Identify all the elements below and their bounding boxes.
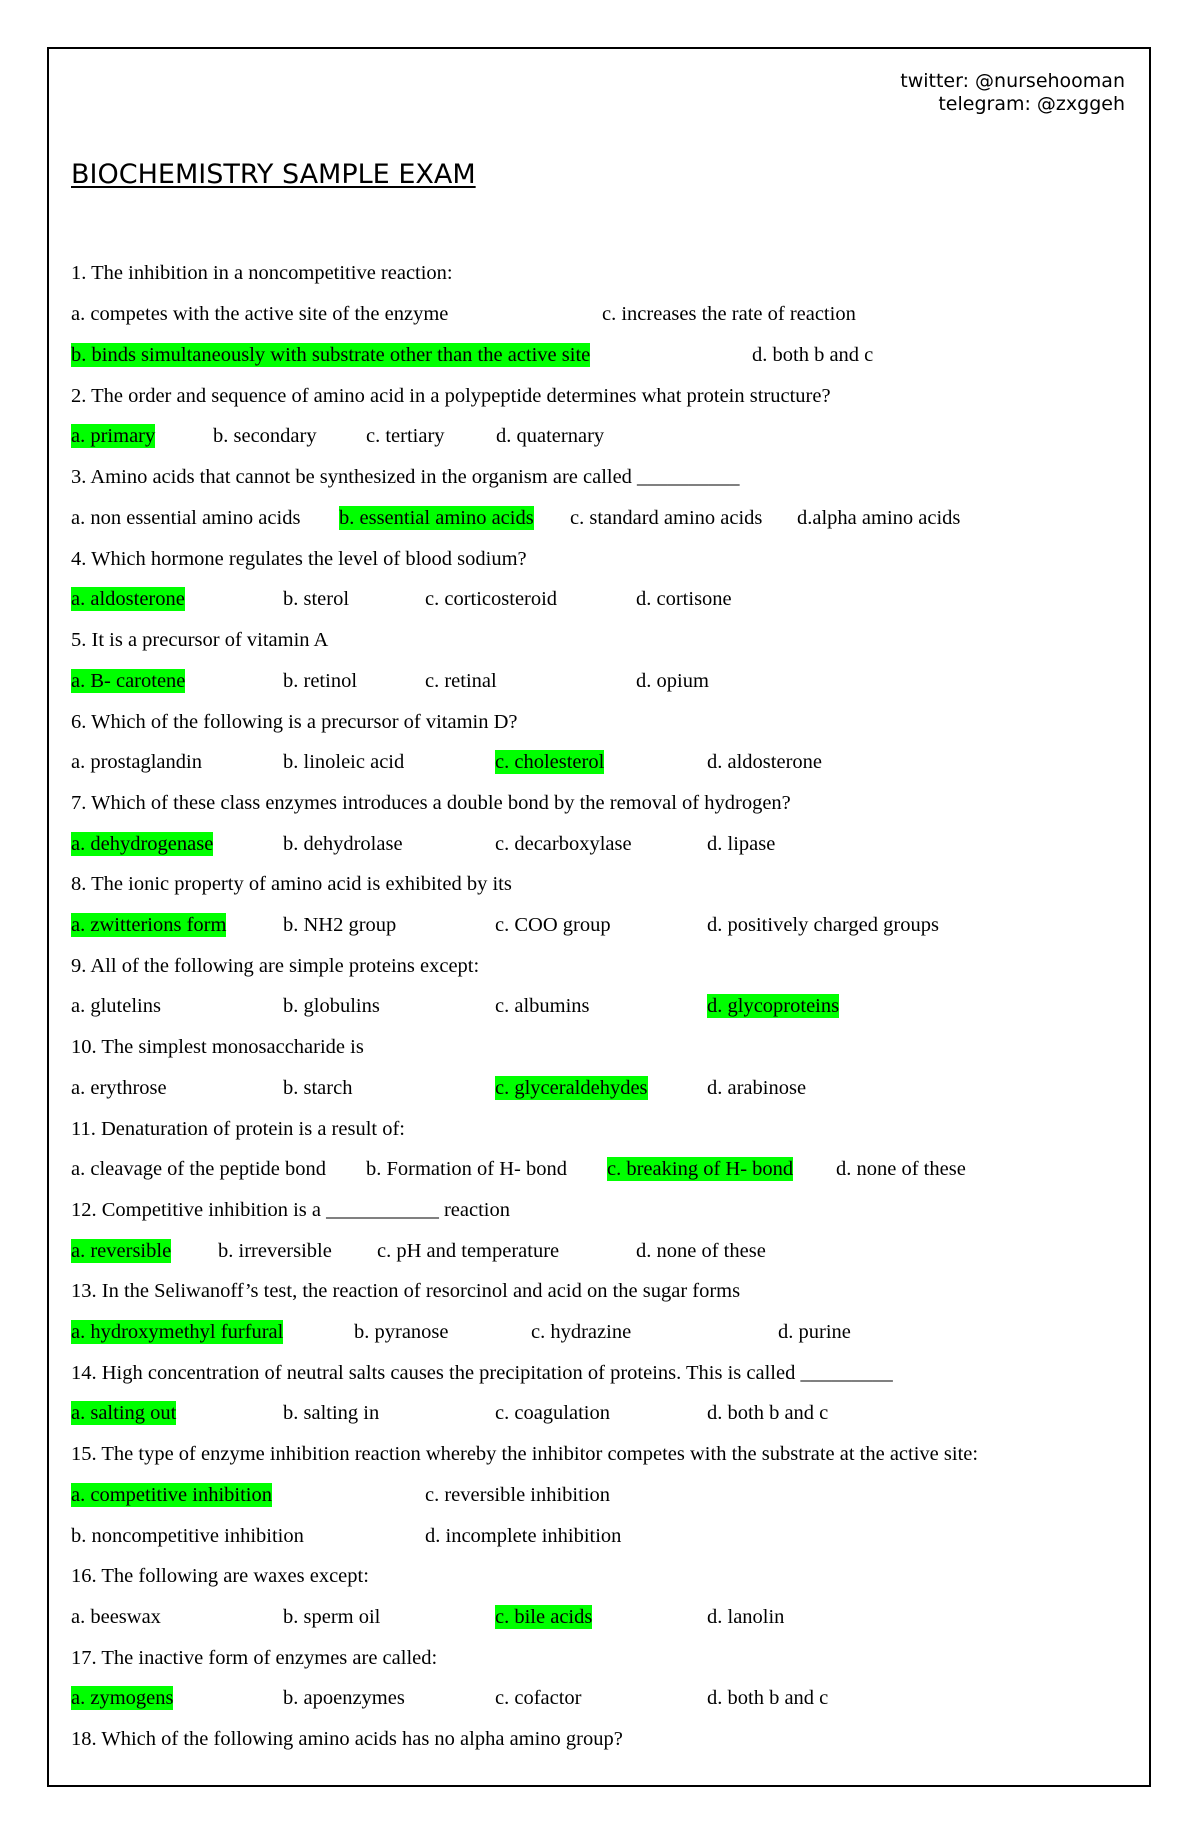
- q9-option-d-answer: d. glycoproteins: [707, 995, 840, 1017]
- q6-option-a: a. prostaglandin: [71, 751, 202, 773]
- q1-option-b-answer: b. binds simultaneously with substrate other than the active site: [71, 344, 591, 366]
- q11-option-d: d. none of these: [836, 1158, 966, 1180]
- question-text-6: 6. Which of the following is a precursor of vitamin D?: [71, 711, 518, 733]
- q6-option-d: d. aldosterone: [707, 751, 822, 773]
- question-text-7: 7. Which of these class enzymes introduces a double bond by the removal of hydrogen?: [71, 792, 791, 814]
- q14-option-a-answer: a. salting out: [71, 1402, 177, 1424]
- q3-option-c: c. standard amino acids: [570, 507, 763, 529]
- question-text-12: 12. Competitive inhibition is a ___________ reaction: [71, 1199, 510, 1221]
- q12-option-c: c. pH and temperature: [377, 1240, 560, 1262]
- q1-option-a: a. competes with the active site of the enzyme: [71, 303, 449, 325]
- question-text-11: 11. Denaturation of protein is a result of:: [71, 1118, 405, 1140]
- question-text-1: 1. The inhibition in a noncompetitive reaction:: [71, 262, 453, 284]
- q6-option-b: b. linoleic acid: [283, 751, 405, 773]
- q12-option-d: d. none of these: [636, 1240, 766, 1262]
- q17-option-c: c. cofactor: [495, 1687, 582, 1709]
- question-text-17: 17. The inactive form of enzymes are called:: [71, 1647, 438, 1669]
- exam-page: [47, 47, 1151, 1787]
- q5-option-a-answer: a. B- carotene: [71, 670, 186, 692]
- q9-option-c: c. albumins: [495, 995, 590, 1017]
- q10-option-d: d. arabinose: [707, 1077, 807, 1099]
- q16-option-a: a. beeswax: [71, 1606, 161, 1628]
- q8-option-a-answer: a. zwitterions form: [71, 914, 227, 936]
- q5-option-b: b. retinol: [283, 670, 358, 692]
- q17-option-b: b. apoenzymes: [283, 1687, 405, 1709]
- q8-option-c: c. COO group: [495, 914, 611, 936]
- q6-option-c-answer: c. cholesterol: [495, 751, 605, 773]
- q16-option-b: b. sperm oil: [283, 1606, 381, 1628]
- q8-option-d: d. positively charged groups: [707, 914, 939, 936]
- q11-option-a: a. cleavage of the peptide bond: [71, 1158, 326, 1180]
- question-text-4: 4. Which hormone regulates the level of blood sodium?: [71, 548, 527, 570]
- q11-option-b: b. Formation of H- bond: [366, 1158, 567, 1180]
- q2-option-a-answer: a. primary: [71, 425, 156, 447]
- q1-option-c: c. increases the rate of reaction: [602, 303, 856, 325]
- q12-option-a-answer: a. reversible: [71, 1240, 172, 1262]
- q7-option-b: b. dehydrolase: [283, 833, 403, 855]
- q15-option-b: b. noncompetitive inhibition: [71, 1525, 304, 1547]
- q16-option-d: d. lanolin: [707, 1606, 785, 1628]
- q10-option-b: b. starch: [283, 1077, 353, 1099]
- q15-option-d: d. incomplete inhibition: [425, 1525, 622, 1547]
- q8-option-b: b. NH2 group: [283, 914, 397, 936]
- question-text-15: 15. The type of enzyme inhibition reaction whereby the inhibitor competes with the substrate at the active site:: [71, 1443, 979, 1465]
- q1-option-d: d. both b and c: [752, 344, 874, 366]
- q2-option-d: d. quaternary: [496, 425, 605, 447]
- question-text-14: 14. High concentration of neutral salts causes the precipitation of proteins. This is called _________: [71, 1362, 893, 1384]
- q2-option-b: b. secondary: [213, 425, 317, 447]
- question-text-2: 2. The order and sequence of amino acid in a polypeptide determines what protein structure?: [71, 385, 831, 407]
- q4-option-b: b. sterol: [283, 588, 350, 610]
- q3-option-a: a. non essential amino acids: [71, 507, 301, 529]
- q17-option-a-answer: a. zymogens: [71, 1687, 174, 1709]
- telegram-handle: telegram: @zxggeh: [938, 93, 1125, 115]
- q4-option-a-answer: a. aldosterone: [71, 588, 185, 610]
- q2-option-c: c. tertiary: [366, 425, 445, 447]
- q3-option-b-answer: b. essential amino acids: [339, 507, 534, 529]
- q16-option-c-answer: c. bile acids: [495, 1606, 593, 1628]
- question-text-16: 16. The following are waxes except:: [71, 1565, 369, 1587]
- q3-option-d: d.alpha amino acids: [797, 507, 961, 529]
- q4-option-c: c. corticosteroid: [425, 588, 558, 610]
- q14-option-c: c. coagulation: [495, 1402, 610, 1424]
- question-text-8: 8. The ionic property of amino acid is exhibited by its: [71, 873, 512, 895]
- q14-option-b: b. salting in: [283, 1402, 380, 1424]
- q9-option-a: a. glutelins: [71, 995, 161, 1017]
- q10-option-c-answer: c. glyceraldehydes: [495, 1077, 648, 1099]
- social-handles: [900, 70, 1125, 116]
- q9-option-b: b. globulins: [283, 995, 380, 1017]
- q12-option-b: b. irreversible: [218, 1240, 332, 1262]
- question-text-10: 10. The simplest monosaccharide is: [71, 1036, 364, 1058]
- q15-option-c: c. reversible inhibition: [425, 1484, 611, 1506]
- question-text-13: 13. In the Seliwanoff’s test, the reaction of resorcinol and acid on the sugar forms: [71, 1280, 741, 1302]
- q11-option-c-answer: c. breaking of H- bond: [607, 1158, 794, 1180]
- question-text-5: 5. It is a precursor of vitamin A: [71, 629, 329, 651]
- q4-option-d: d. cortisone: [636, 588, 732, 610]
- q13-option-d: d. purine: [778, 1321, 851, 1343]
- q15-option-a-answer: a. competitive inhibition: [71, 1484, 272, 1506]
- question-text-3: 3. Amino acids that cannot be synthesized in the organism are called __________: [71, 466, 740, 488]
- q13-option-a-answer: a. hydroxymethyl furfural: [71, 1321, 284, 1343]
- q5-option-d: d. opium: [636, 670, 709, 692]
- q13-option-b: b. pyranose: [354, 1321, 449, 1343]
- question-text-9: 9. All of the following are simple proteins except:: [71, 955, 480, 977]
- q7-option-c: c. decarboxylase: [495, 833, 632, 855]
- q7-option-a-answer: a. dehydrogenase: [71, 833, 214, 855]
- question-text-18: 18. Which of the following amino acids has no alpha amino group?: [71, 1728, 623, 1750]
- q5-option-c: c. retinal: [425, 670, 497, 692]
- q17-option-d: d. both b and c: [707, 1687, 829, 1709]
- q10-option-a: a. erythrose: [71, 1077, 167, 1099]
- q13-option-c: c. hydrazine: [531, 1321, 632, 1343]
- q7-option-d: d. lipase: [707, 833, 776, 855]
- exam-title: BIOCHEMISTRY SAMPLE EXAM: [71, 159, 476, 190]
- twitter-handle: twitter: @nursehooman: [900, 70, 1125, 92]
- q14-option-d: d. both b and c: [707, 1402, 829, 1424]
